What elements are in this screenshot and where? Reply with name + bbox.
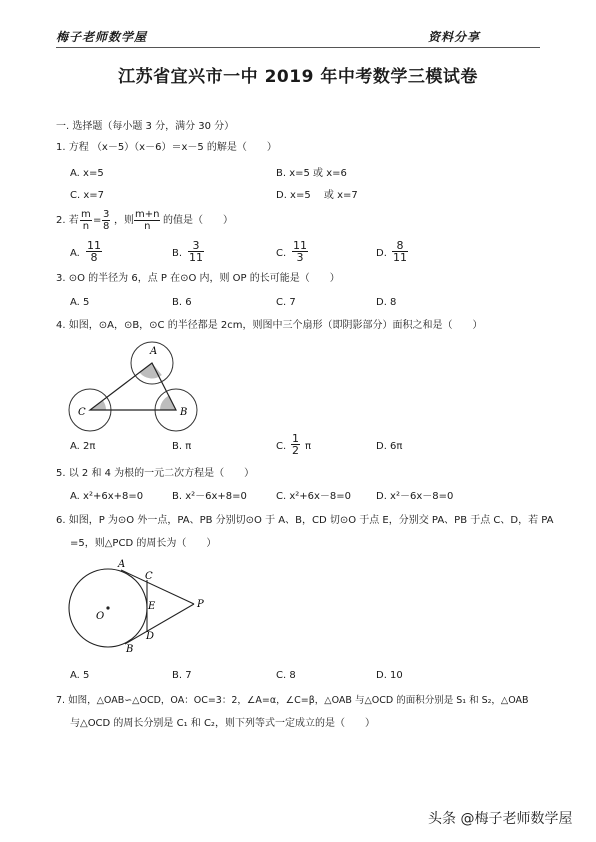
q4-label-b: B — [180, 407, 188, 418]
q6-option-c: C. 8 — [276, 670, 296, 681]
q2-opt-b-den: 11 — [189, 251, 203, 264]
q2-fraction-m-over-n — [80, 209, 92, 232]
q6-label-e: E — [148, 601, 156, 612]
q1-stem: 1. 方程 （x－5）（x－6）＝x－5 的解是（ ） — [56, 142, 277, 153]
q4-option-c-label: C. — [276, 441, 287, 452]
q2-option-a-frac — [86, 240, 102, 263]
q6-tangent-pa — [121, 570, 194, 604]
q5-option-a: A. x²+6x+8=0 — [70, 491, 144, 502]
q4-label-a: A — [150, 346, 158, 357]
q3-option-b: B. 6 — [172, 297, 192, 308]
q2-option-d-frac — [392, 240, 408, 263]
q4-option-c-frac — [291, 433, 300, 456]
q2-prefix: 2. 若 — [56, 215, 79, 226]
q6-stem-line1: 6. 如图，P 为⊙O 外一点，PA、PB 分别切⊙O 于 A、B，CD 切⊙O 于点 E，分别交 PA、PB 于点 C、D，若 PA — [56, 515, 554, 526]
q4-opt-c-den: 2 — [292, 444, 299, 457]
header-left-text: 梅子老师数学屋 — [56, 30, 148, 44]
q2-option-b-frac — [188, 240, 204, 263]
q2-opt-c-den: 3 — [296, 251, 304, 264]
q6-label-p: P — [197, 599, 204, 610]
section-heading: 一. 选择题（每小题 3 分，满分 30 分） — [56, 121, 235, 132]
q5-option-c: C. x²+6x－8=0 — [276, 491, 352, 502]
q2-opt-c-num: 11 — [293, 239, 307, 252]
q5-option-d: D. x²－6x－8=0 — [376, 491, 454, 502]
q3-option-a: A. 5 — [70, 297, 90, 308]
q2-frac2-num: 3 — [103, 209, 110, 220]
q1-option-d: D. x=5 或 x=7 — [276, 190, 358, 201]
q2-option-c-frac — [292, 240, 308, 263]
exam-title: 江苏省宜兴市一中 2019 年中考数学三模试卷 — [118, 67, 478, 87]
q1-option-b: B. x=5 或 x=6 — [276, 168, 347, 179]
q1-option-a: A. x=5 — [70, 168, 104, 179]
q6-label-d: D — [146, 631, 155, 642]
q6-option-b: B. 7 — [172, 670, 192, 681]
q6-option-d: D. 10 — [376, 670, 403, 681]
q2-frac3-den: n — [144, 221, 151, 232]
q6-tangent-pb — [125, 604, 194, 644]
q2-option-b-label: B. — [172, 248, 183, 259]
q2-suffix: 的值是（ ） — [163, 215, 233, 226]
q2-opt-d-num: 8 — [392, 240, 408, 252]
q6-figure-tangent-circle — [66, 558, 216, 658]
q2-frac3-num: m+n — [135, 209, 160, 220]
q2-fraction-mn-over-n — [134, 209, 160, 232]
q6-center-dot — [106, 606, 109, 609]
q6-stem-line2: =5，则△PCD 的周长为（ ） — [70, 538, 217, 549]
header-right-text: 资料分享 — [428, 30, 481, 44]
q2-fraction-3-over-8 — [102, 209, 110, 232]
q4-option-a: A. 2π — [70, 441, 96, 452]
q3-option-c: C. 7 — [276, 297, 296, 308]
q2-opt-a-num: 11 — [87, 239, 101, 252]
q4-opt-c-num: 1 — [292, 432, 299, 445]
q4-option-c-tail: π — [305, 441, 312, 452]
q2-frac1-num: m — [81, 209, 91, 220]
q4-stem: 4. 如图，⊙A，⊙B，⊙C 的半径都是 2cm，则图中三个扇形（即阴影部分）面积之和是（ ） — [56, 320, 483, 331]
q2-opt-d-den: 11 — [393, 251, 407, 264]
q7-stem-line2: 与△OCD 的周长分别是 C₁ 和 C₂，则下列等式一定成立的是（ ） — [70, 718, 375, 729]
q2-frac2-den: 8 — [103, 221, 110, 232]
q2-option-d-label: D. — [376, 248, 387, 259]
q2-option-c-label: C. — [276, 248, 287, 259]
watermark-text: 头条 @梅子老师数学屋 — [428, 811, 573, 827]
q3-option-d: D. 8 — [376, 297, 397, 308]
q3-stem: 3. ⊙O 的半径为 6，点 P 在⊙O 内，则 OP 的长可能是（ ） — [56, 273, 340, 284]
q4-option-d: D. 6π — [376, 441, 403, 452]
q5-stem: 5. 以 2 和 4 为根的一元二次方程是（ ） — [56, 468, 255, 479]
q4-sector-b — [160, 395, 176, 410]
q1-option-c: C. x=7 — [70, 190, 104, 201]
q2-frac1-den: n — [82, 221, 90, 232]
q7-stem-line1: 7. 如图，△OAB∽△OCD，OA：OC=3：2，∠A=α，∠C=β，△OAB 与△OCD 的面积分别是 S₁ 和 S₂，△OAB — [56, 695, 529, 706]
q6-label-b: B — [126, 644, 134, 655]
q2-opt-b-num: 3 — [188, 240, 204, 252]
q2-option-a-label: A. — [70, 248, 80, 259]
q6-label-o: O — [96, 611, 105, 622]
q4-label-c: C — [78, 407, 86, 418]
q6-label-a: A — [118, 559, 126, 570]
q2-mid: ，则 — [114, 215, 134, 226]
q6-label-c: C — [145, 571, 153, 582]
q6-option-a: A. 5 — [70, 670, 90, 681]
q4-figure-three-circles — [64, 338, 204, 430]
q2-equals: = — [93, 215, 102, 226]
q5-option-b: B. x²－6x+8=0 — [172, 491, 247, 502]
q2-opt-a-den: 8 — [90, 251, 98, 264]
q4-option-b: B. π — [172, 441, 192, 452]
header-divider — [56, 47, 540, 48]
